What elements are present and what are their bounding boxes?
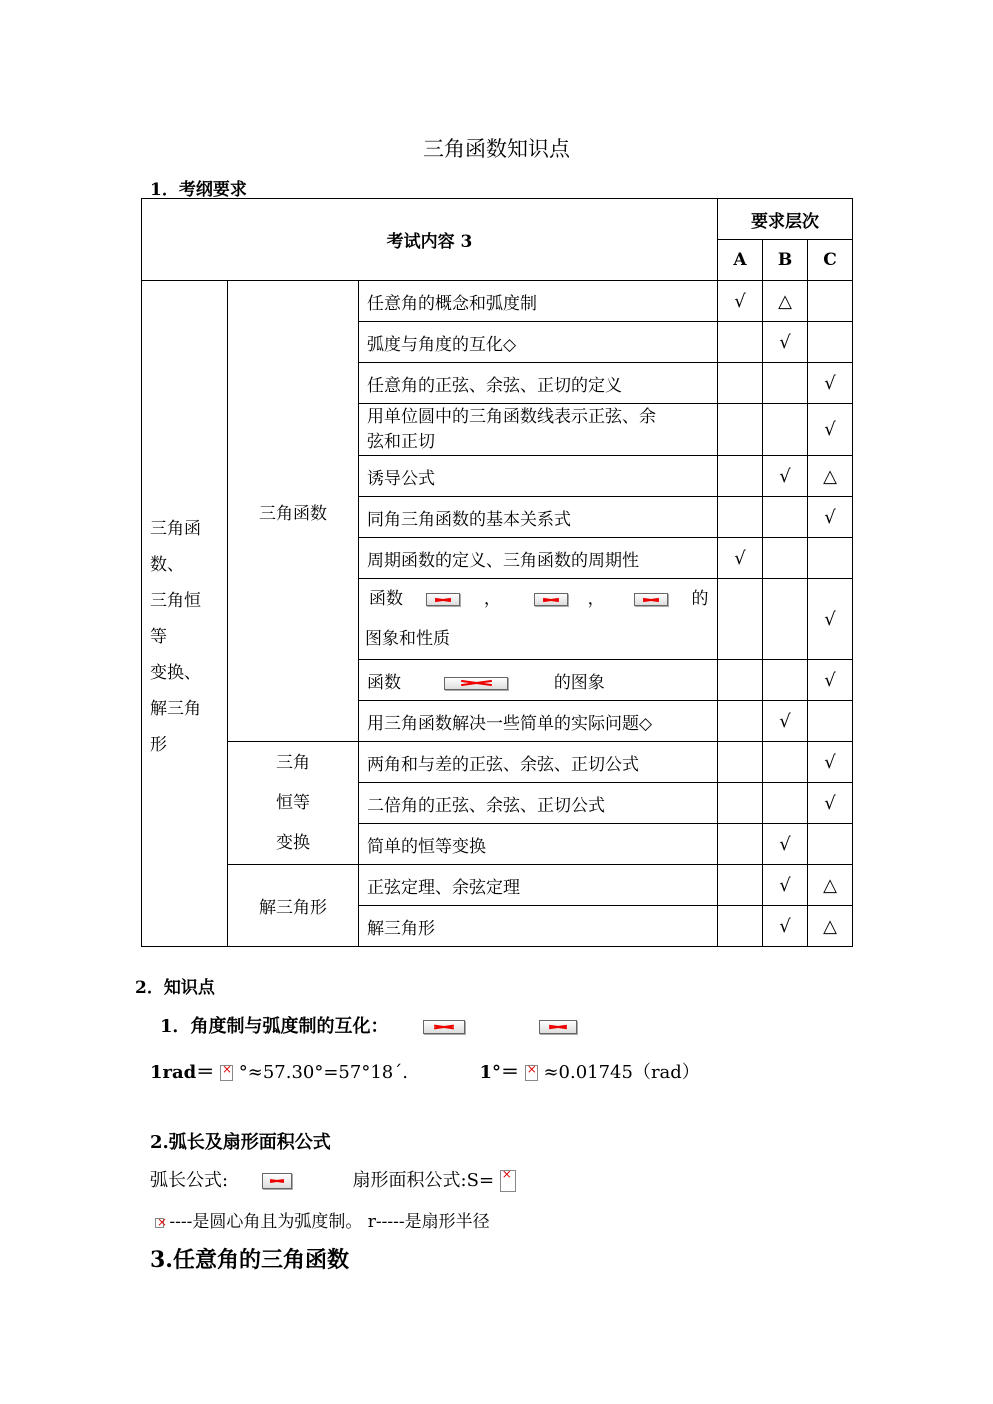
- note-line: [155, 1207, 490, 1232]
- formula-image: [426, 593, 460, 606]
- group-text: 变换: [276, 833, 310, 853]
- mark: √: [808, 497, 853, 538]
- table-row-item: 任意角的概念和弧度制: [359, 281, 718, 322]
- formula-text: 1rad＝: [150, 1062, 215, 1083]
- item-text: 的图象: [553, 672, 605, 693]
- table-row-item: 诱导公式: [359, 456, 718, 497]
- mark: [718, 363, 763, 404]
- mark: [718, 322, 763, 363]
- group-trig-functions: 三角函数: [228, 281, 359, 742]
- mark: [718, 497, 763, 538]
- radian-line: [150, 1058, 700, 1084]
- mark: [808, 824, 853, 865]
- formula-text: 扇形面积公式:S=: [352, 1170, 495, 1191]
- mark: √: [808, 660, 853, 701]
- mark: [763, 579, 808, 660]
- arc-formula-line: [150, 1166, 516, 1192]
- mark: [718, 404, 763, 456]
- item-text: ，: [587, 589, 605, 609]
- mark: △: [808, 906, 853, 947]
- formula-text: 1°＝: [479, 1062, 519, 1083]
- table-row-item: [359, 404, 718, 456]
- group-text: 三角: [276, 753, 310, 773]
- topic-text: 形: [150, 735, 167, 755]
- group-solving-triangles: 解三角形: [228, 865, 359, 947]
- mark: [718, 742, 763, 783]
- item-text: 的: [691, 589, 709, 609]
- mark: √: [763, 865, 808, 906]
- formula-image: [220, 1065, 233, 1081]
- table-row-item: [359, 579, 718, 660]
- subsection-text: 1．角度制与弧度制的互化：: [160, 1016, 389, 1037]
- item-text: 图象和性质: [365, 629, 450, 649]
- table-row-item: 任意角的正弦、余弦、正切的定义: [359, 363, 718, 404]
- table-row-item: 用三角函数解决一些简单的实际问题◇: [359, 701, 718, 742]
- topic-text: 三角恒: [150, 591, 201, 611]
- topic-text: 等: [150, 627, 167, 647]
- mark: [808, 538, 853, 579]
- section-heading: 1．考纲要求: [150, 180, 247, 200]
- table-row-item: 解三角形: [359, 906, 718, 947]
- mark: √: [763, 701, 808, 742]
- level-a: A: [718, 240, 763, 281]
- mark: √: [808, 363, 853, 404]
- topic-text: 数、: [150, 555, 184, 575]
- mark: √: [808, 579, 853, 660]
- formula-image: [262, 1173, 292, 1189]
- mark: √: [763, 824, 808, 865]
- mark: [808, 322, 853, 363]
- mark: √: [763, 456, 808, 497]
- formula-image: [534, 593, 568, 606]
- mark: [718, 701, 763, 742]
- mark: √: [808, 742, 853, 783]
- mark: √: [763, 906, 808, 947]
- table-row-item: 简单的恒等变换: [359, 824, 718, 865]
- table-row-item: 正弦定理、余弦定理: [359, 865, 718, 906]
- mark: √: [808, 783, 853, 824]
- mark: [763, 497, 808, 538]
- mark: √: [808, 404, 853, 456]
- formula-text: °≈57.30°=57°18´.: [238, 1062, 408, 1083]
- item-text: 弦和正切: [367, 431, 435, 452]
- item-text: ，: [483, 589, 501, 609]
- table-row-item: 两角和与差的正弦、余弦、正切公式: [359, 742, 718, 783]
- level-c: C: [808, 240, 853, 281]
- formula-text: 弧长公式:: [150, 1170, 229, 1191]
- mark: √: [718, 538, 763, 579]
- mark: [718, 906, 763, 947]
- formula-image: [500, 1170, 516, 1192]
- topic-cell: [142, 281, 228, 947]
- subsection-heading: 2.弧长及扇形面积公式: [150, 1132, 331, 1153]
- mark: [718, 865, 763, 906]
- item-text: 函数: [367, 672, 401, 693]
- mark: [763, 363, 808, 404]
- table-row-item: 周期函数的定义、三角函数的周期性: [359, 538, 718, 579]
- header-levels: 要求层次: [718, 199, 853, 240]
- topic-text: 解三角: [150, 699, 201, 719]
- mark: [808, 701, 853, 742]
- mark: [763, 660, 808, 701]
- mark: [808, 281, 853, 322]
- table-row-item: 弧度与角度的互化◇: [359, 322, 718, 363]
- item-text: 用单位圆中的三角函数线表示正弦、余: [367, 406, 656, 427]
- subsection-heading: 3.任意角的三角函数: [150, 1247, 349, 1273]
- mark: [718, 824, 763, 865]
- table-row-item: 同角三角函数的基本关系式: [359, 497, 718, 538]
- header-content: 考试内容 3: [142, 199, 718, 281]
- section-heading: 2．知识点: [135, 978, 215, 998]
- mark: [718, 579, 763, 660]
- group-text: 恒等: [276, 793, 310, 813]
- group-identity-transforms: [228, 742, 359, 865]
- mark: △: [808, 865, 853, 906]
- mark: △: [763, 281, 808, 322]
- mark: [718, 456, 763, 497]
- mark: [718, 660, 763, 701]
- mark: [718, 783, 763, 824]
- mark: [763, 783, 808, 824]
- formula-image: [423, 1020, 465, 1034]
- formula-text: ≈0.01745（rad）: [543, 1062, 700, 1083]
- formula-image: [155, 1218, 164, 1228]
- requirements-table: [141, 198, 853, 947]
- formula-image: [539, 1020, 577, 1034]
- mark: [763, 404, 808, 456]
- mark: [763, 538, 808, 579]
- note-text: ----是圆心角且为弧度制。 r-----是扇形半径: [169, 1212, 490, 1232]
- mark: [763, 742, 808, 783]
- item-text: 函数: [369, 589, 403, 609]
- mark: √: [763, 322, 808, 363]
- formula-image: [634, 593, 668, 606]
- subsection-heading: [160, 1012, 577, 1038]
- formula-image: [444, 677, 508, 690]
- mark: √: [718, 281, 763, 322]
- mark: △: [808, 456, 853, 497]
- page-title: 三角函数知识点: [423, 137, 570, 161]
- table-row-item: [359, 660, 718, 701]
- level-b: B: [763, 240, 808, 281]
- topic-text: 三角函: [150, 519, 201, 539]
- topic-text: 变换、: [150, 663, 201, 683]
- formula-image: [525, 1065, 538, 1081]
- table-row-item: 二倍角的正弦、余弦、正切公式: [359, 783, 718, 824]
